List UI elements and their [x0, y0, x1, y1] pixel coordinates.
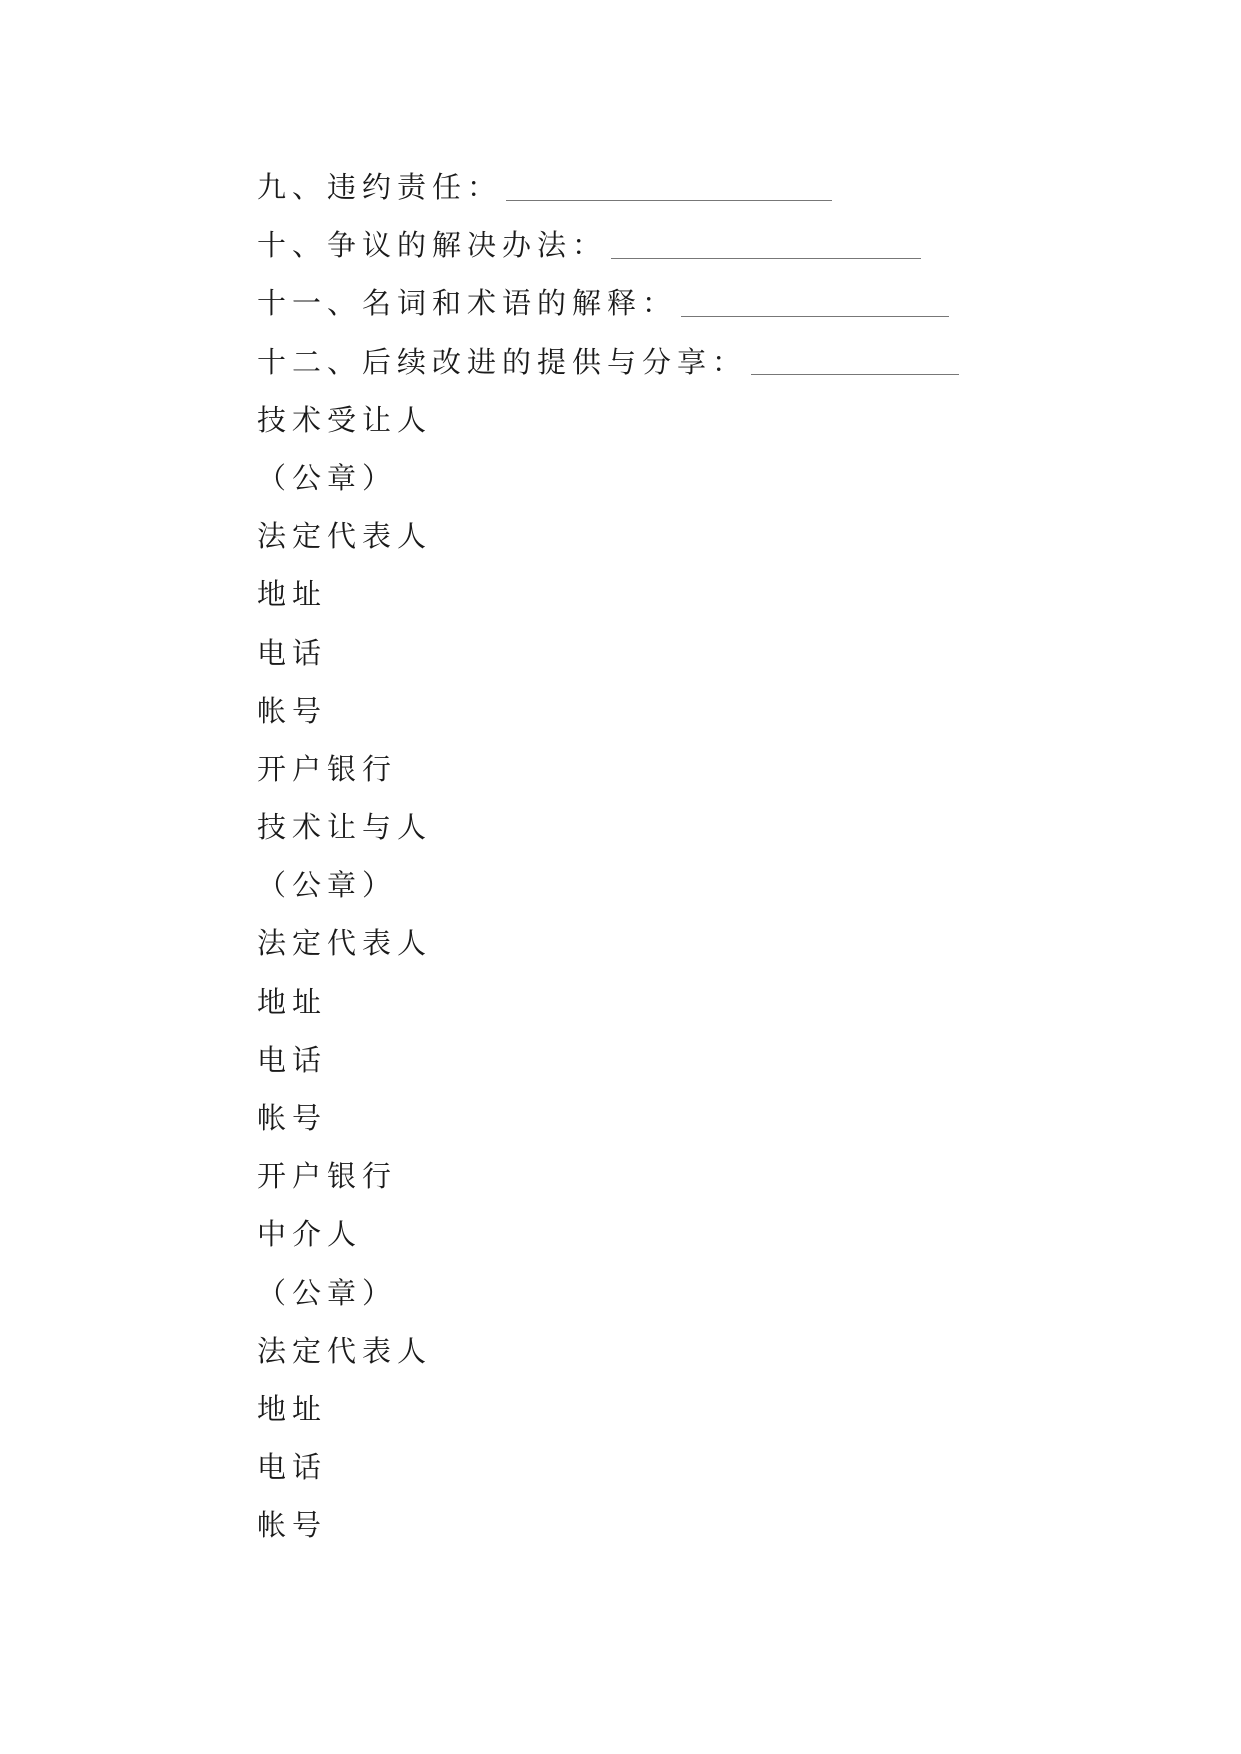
clause-dispute-resolution — [257, 216, 1017, 274]
account-label: 帐号 — [257, 1508, 328, 1543]
seal-label: （公章） — [257, 460, 398, 495]
contract-content — [257, 158, 1017, 1555]
clause-label: 十、争议的解决办法： — [257, 228, 608, 263]
clause-breach-liability — [257, 158, 1017, 216]
signature-block-transferor — [257, 798, 1017, 1205]
bank-label: 开户银行 — [257, 751, 398, 786]
fill-in-blank — [506, 200, 832, 201]
signature-block-intermediary — [257, 1205, 1017, 1554]
address-label: 地址 — [257, 1391, 328, 1426]
signature-block-transferee — [257, 391, 1017, 798]
address-label: 地址 — [257, 577, 328, 612]
seal-label: （公章） — [257, 868, 398, 903]
legal-rep-label: 法定代表人 — [257, 519, 433, 554]
bank-label: 开户银行 — [257, 1159, 398, 1194]
clause-label: 十一、名词和术语的解释： — [257, 286, 678, 321]
legal-rep-label: 法定代表人 — [257, 926, 433, 961]
clause-label: 九、违约责任： — [257, 170, 503, 204]
fill-in-blank — [751, 374, 959, 375]
party-title: 技术受让人 — [257, 402, 433, 437]
party-title: 技术让与人 — [257, 810, 433, 845]
account-label: 帐号 — [257, 1101, 328, 1135]
phone-label: 电话 — [257, 1042, 328, 1077]
address-label: 地址 — [257, 984, 328, 1019]
account-label: 帐号 — [257, 693, 328, 728]
seal-label: （公章） — [257, 1275, 398, 1310]
clause-label: 十二、后续改进的提供与分享： — [257, 344, 748, 379]
party-title: 中介人 — [257, 1217, 363, 1252]
clause-terms-definitions — [257, 274, 1017, 332]
fill-in-blank — [611, 258, 921, 259]
phone-label: 电话 — [257, 635, 328, 670]
clause-follow-up-improvements — [257, 333, 1017, 391]
fill-in-blank — [681, 316, 949, 317]
legal-rep-label: 法定代表人 — [257, 1333, 433, 1368]
phone-label: 电话 — [257, 1450, 328, 1485]
